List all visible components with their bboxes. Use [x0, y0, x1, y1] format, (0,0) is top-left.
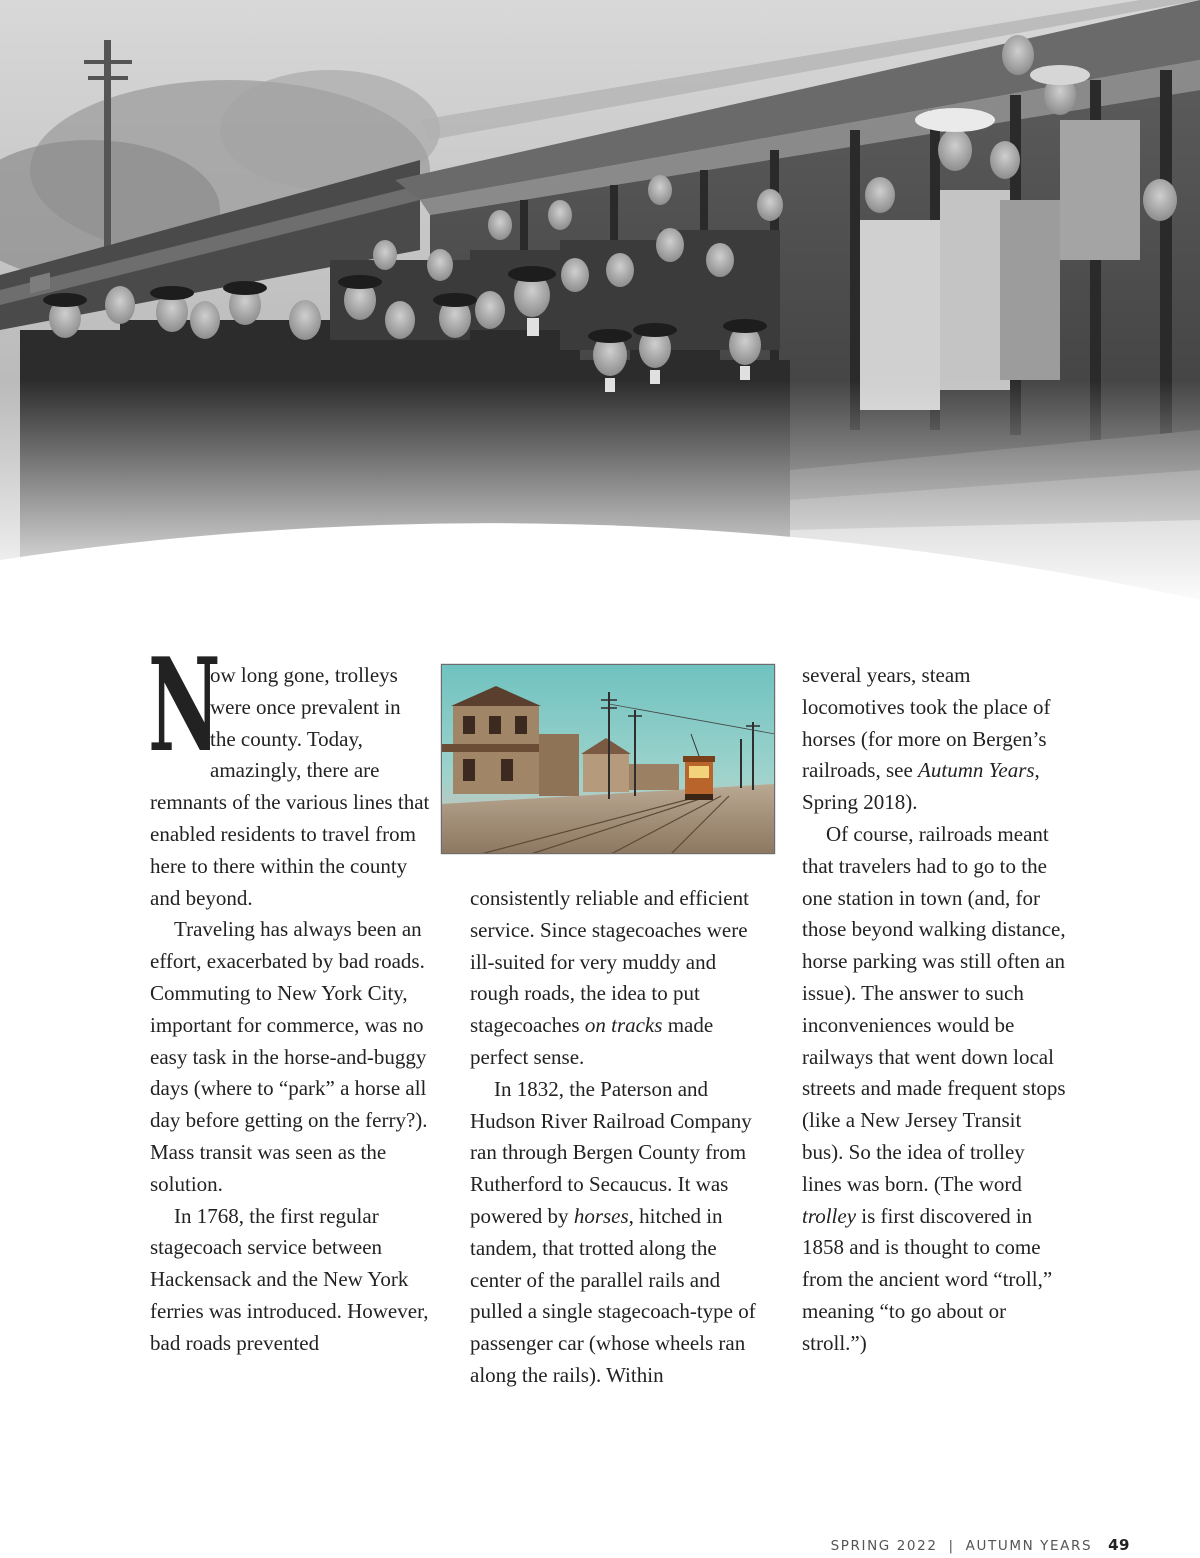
- text-span: Of course, railroads meant that travelers had to go to the one station in town (and, for those beyond walking distance, horse parking was still often an issue). The answer to such inconveniences would be railways that went down local streets and made frequent stops (like a New Jersey Transit bus). So the idea of trolley lines was born. (The word: [802, 821, 1066, 1196]
- hero-photo: [0, 0, 1200, 610]
- text-span: , hitched in tandem, that trotted along the center of the parallel rails and pulled a single stagecoach-type of passenger car (whose wheels ran along the rails). Within: [470, 1203, 756, 1387]
- drop-cap: N: [148, 631, 219, 781]
- article-column-3: [802, 660, 1067, 1360]
- footer-separator: |: [948, 1538, 955, 1554]
- page-footer: [831, 1536, 1130, 1554]
- article-column-2: [470, 883, 760, 1392]
- paragraph-trolley-origin: [802, 819, 1067, 1360]
- emphasis-on-tracks: on tracks: [584, 1013, 663, 1038]
- text-span: several years, steam locomotives took the place of horses (for more on Bergen’s railroads, see: [802, 663, 1051, 783]
- emphasis-trolley: trolley: [802, 1203, 857, 1228]
- emphasis-horses: horses: [573, 1203, 629, 1228]
- text-span: is first discovered in 1858 and is thought to come from the ancient word “troll,” meaning “to go about or stroll.”): [802, 1203, 1053, 1355]
- article-column-1: [148, 631, 430, 1360]
- footer-magazine: AUTUMN YEARS: [965, 1538, 1093, 1554]
- intro-text: ow long gone, trolleys were once prevalent in the county. Today, amazingly, there are remnants of the various lines that enabled residents to travel from here to there within the county and beyond.: [150, 663, 430, 910]
- text-span: , Spring 2018).: [802, 758, 1040, 815]
- text-span: In 1832, the Paterson and Hudson River Railroad Company ran through Bergen County from Rutherford to Secaucus. It was powered by: [470, 1076, 752, 1228]
- paragraph-steam: [802, 660, 1067, 819]
- text-span: made perfect sense.: [470, 1013, 714, 1069]
- emphasis-autumn-years: Autumn Years: [918, 758, 1035, 783]
- text-span: consistently reliable and efficient service. Since stagecoaches were ill-suited for very muddy and rough roads, the idea to put stagecoaches: [470, 886, 749, 1038]
- paragraph-traveling: Traveling has always been an effort, exacerbated by bad roads. Commuting to New York City, important for commerce, was no easy task in the horse-and-buggy days (where to “park” a horse all day before getting on the ferry?). Mass transit was seen as the solution.: [150, 917, 428, 1196]
- page-number: 49: [1108, 1536, 1130, 1554]
- paragraph-stagecoach: [470, 883, 760, 1074]
- paragraph-1768: In 1768, the first regular stagecoach service between Hackensack and the New York ferries was introduced. However, bad roads prevented: [150, 1203, 429, 1355]
- paragraph-1832: [470, 1074, 760, 1392]
- footer-issue: SPRING 2022: [830, 1538, 938, 1554]
- trolley-postcard-image: [441, 664, 775, 854]
- paragraph-intro: [148, 631, 430, 914]
